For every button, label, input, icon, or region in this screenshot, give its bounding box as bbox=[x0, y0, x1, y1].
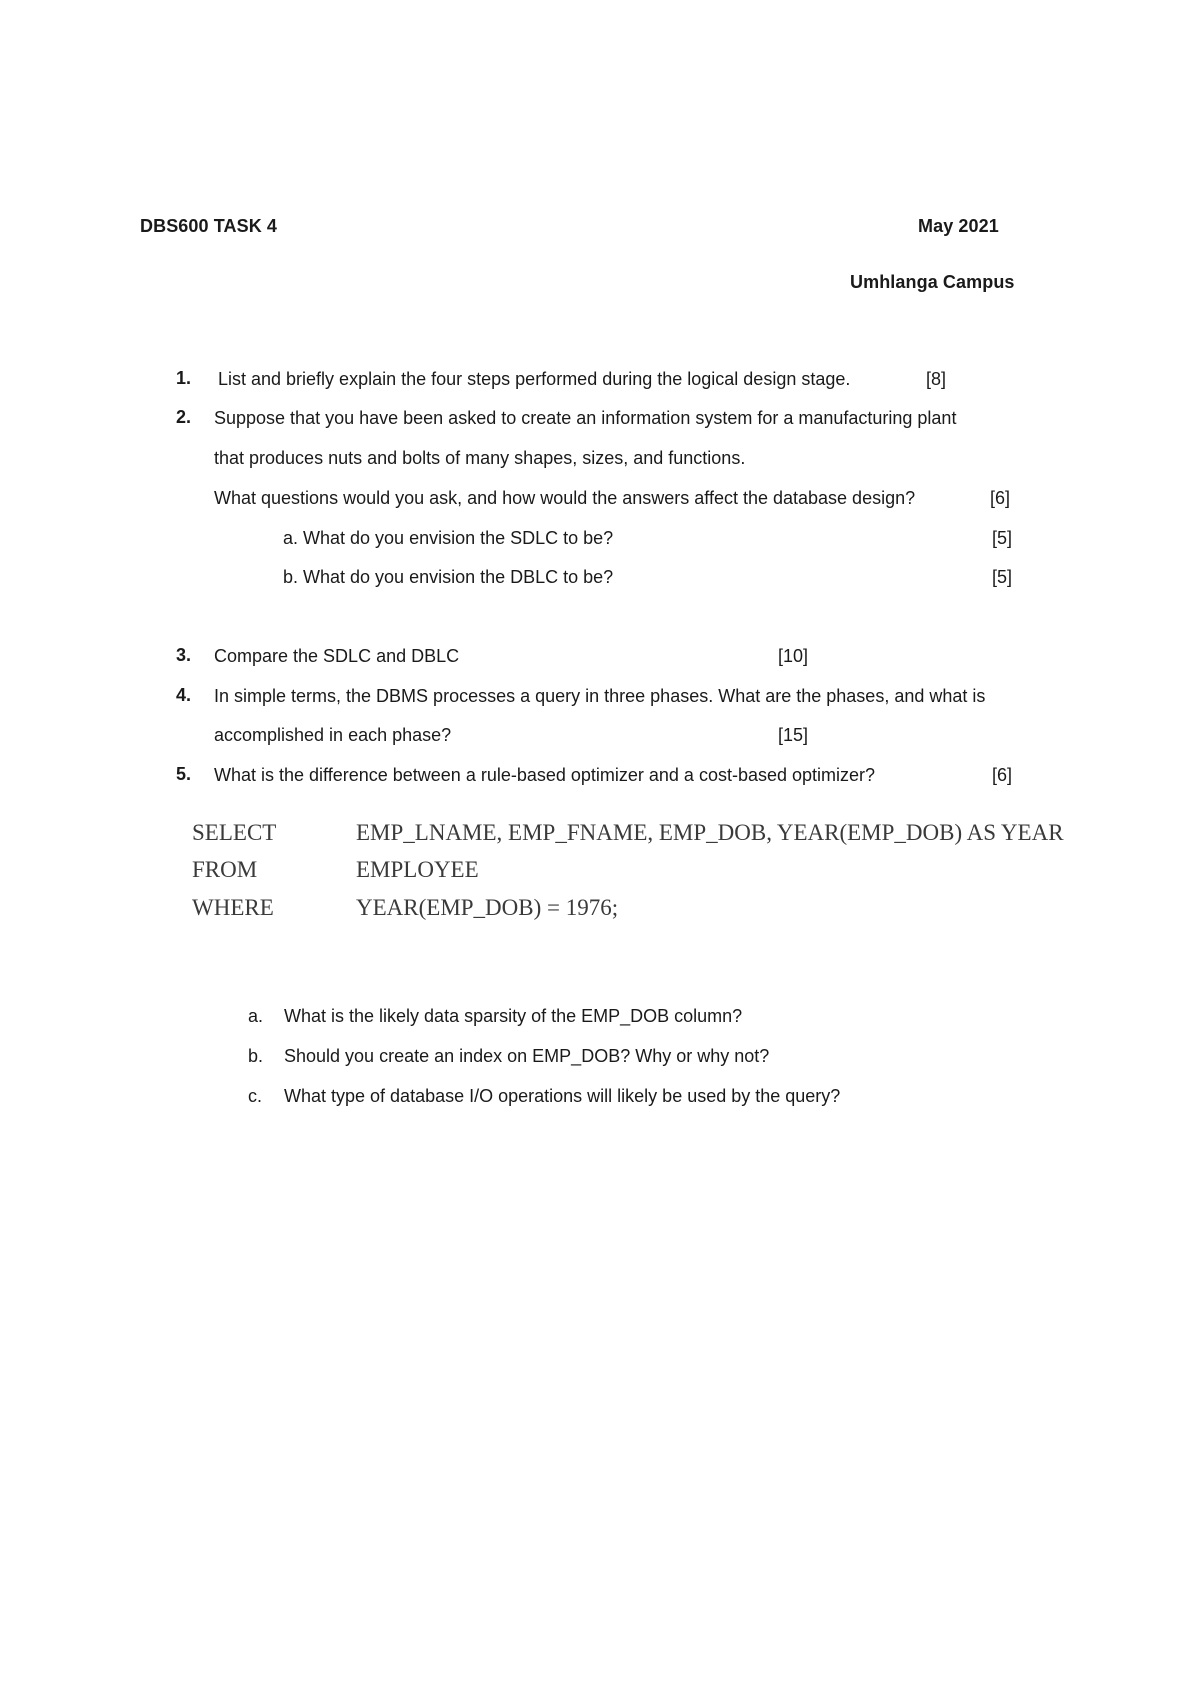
course-task-title: DBS600 TASK 4 bbox=[140, 216, 278, 236]
question-number: 5. bbox=[176, 764, 192, 784]
sub-question-text: What type of database I/O operations will likely be used by the query? bbox=[284, 1086, 841, 1106]
sub-question-marks: [5] bbox=[992, 528, 1013, 548]
sql-select-clause: EMP_LNAME, EMP_FNAME, EMP_DOB, YEAR(EMP_DOB) AS YEAR bbox=[356, 820, 1064, 845]
question-text: Suppose that you have been asked to create an information system for a manufacturing plant bbox=[214, 408, 957, 428]
question-number: 3. bbox=[176, 645, 192, 665]
sub-question-letter: a. bbox=[248, 1006, 264, 1026]
question-marks: [10] bbox=[778, 646, 809, 666]
document-date: May 2021 bbox=[918, 216, 999, 236]
sql-where-clause: YEAR(EMP_DOB) = 1976; bbox=[356, 895, 619, 920]
question-text: List and briefly explain the four steps performed during the logical design stage. bbox=[218, 369, 851, 389]
question-text: Compare the SDLC and DBLC bbox=[214, 646, 460, 666]
sub-question-letter: b. bbox=[248, 1046, 264, 1066]
question-number: 1. bbox=[176, 368, 192, 388]
campus-name: Umhlanga Campus bbox=[850, 272, 1015, 292]
question-marks: [6] bbox=[992, 765, 1013, 785]
question-text: What is the difference between a rule-based optimizer and a cost-based optimizer? bbox=[214, 765, 876, 785]
sub-question-text: a. What do you envision the SDLC to be? bbox=[283, 528, 614, 548]
question-marks: [6] bbox=[990, 488, 1011, 508]
sub-question-text: Should you create an index on EMP_DOB? Why or why not? bbox=[284, 1046, 770, 1066]
sql-keyword-where: WHERE bbox=[192, 895, 274, 920]
sql-keyword-from: FROM bbox=[192, 857, 258, 882]
sql-keyword-select: SELECT bbox=[192, 820, 277, 845]
question-text-continued: What questions would you ask, and how would the answers affect the database design? bbox=[214, 488, 916, 508]
question-number: 4. bbox=[176, 685, 192, 705]
question-number: 2. bbox=[176, 407, 192, 427]
question-marks: [8] bbox=[926, 369, 947, 389]
sub-question-text: What is the likely data sparsity of the EMP_DOB column? bbox=[284, 1006, 743, 1026]
sql-from-clause: EMPLOYEE bbox=[356, 857, 479, 882]
question-text-continued: accomplished in each phase? bbox=[214, 725, 452, 745]
sub-question-marks: [5] bbox=[992, 567, 1013, 587]
question-text: In simple terms, the DBMS processes a query in three phases. What are the phases, and what is bbox=[214, 686, 986, 706]
question-marks: [15] bbox=[778, 725, 809, 745]
sub-question-letter: c. bbox=[248, 1086, 263, 1106]
question-text-continued: that produces nuts and bolts of many shapes, sizes, and functions. bbox=[214, 448, 746, 468]
sub-question-text: b. What do you envision the DBLC to be? bbox=[283, 567, 614, 587]
